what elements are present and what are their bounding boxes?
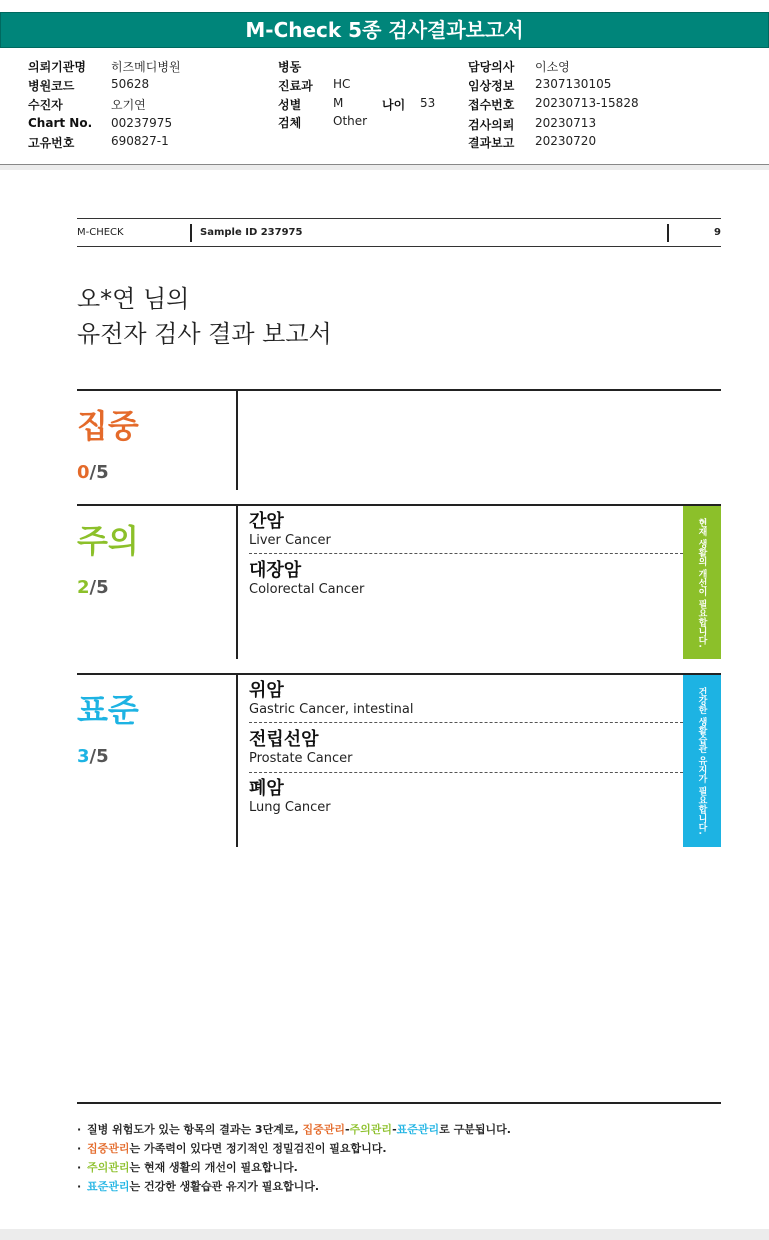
report-header-bar bbox=[77, 218, 721, 247]
disease-name-en: Liver Cancer bbox=[249, 533, 331, 548]
age-value: 53 bbox=[420, 96, 436, 110]
unique-id-label: 고유번호 bbox=[28, 136, 75, 150]
title-line-1: 오*연 님의 bbox=[77, 285, 190, 313]
item-divider bbox=[249, 553, 683, 554]
result-item bbox=[249, 729, 683, 767]
specimen-value: Other bbox=[333, 114, 368, 128]
hospital-code-label: 병원코드 bbox=[28, 79, 75, 93]
title-line-2: 유전자 검사 결과 보고서 bbox=[77, 320, 332, 348]
hospital-code-value: 50628 bbox=[111, 77, 150, 91]
category-score: 3/5 bbox=[77, 746, 109, 767]
ward-label: 병동 bbox=[278, 60, 302, 74]
disease-name-en: Prostate Cancer bbox=[249, 751, 353, 766]
caution-side-note: 현재 생활의 개선이 필요합니다. bbox=[683, 506, 721, 659]
header-separator bbox=[190, 224, 192, 242]
report-banner: M-Check 5종 검사결과보고서 bbox=[0, 12, 769, 48]
recipient-value: 오기연 bbox=[111, 98, 146, 112]
column-divider bbox=[236, 391, 238, 490]
category-standard bbox=[77, 673, 721, 847]
result-item bbox=[249, 680, 683, 718]
result-report-value: 20230720 bbox=[535, 134, 597, 148]
page-bottom-band bbox=[0, 1229, 769, 1240]
category-name: 표준 bbox=[77, 691, 139, 729]
clinical-info-value: 2307130105 bbox=[535, 77, 612, 91]
standard-side-note: 건강한 생활습관 유지가 필요합니다. bbox=[683, 675, 721, 847]
category-score: 2/5 bbox=[77, 577, 109, 598]
brand-label: M-CHECK bbox=[77, 227, 124, 238]
disease-name-ko: 대장암 bbox=[249, 560, 302, 581]
unique-id-value: 690827-1 bbox=[111, 134, 169, 148]
column-divider bbox=[236, 506, 238, 659]
section-divider bbox=[0, 165, 769, 170]
disease-name-ko: 간암 bbox=[249, 511, 284, 532]
hospital-label: 의뢰기관명 bbox=[28, 60, 86, 74]
disease-name-ko: 전립선암 bbox=[249, 729, 319, 750]
result-item bbox=[249, 511, 683, 549]
category-name: 주의 bbox=[77, 522, 139, 560]
category-intensive bbox=[77, 389, 721, 490]
age-label: 나이 bbox=[382, 98, 406, 112]
result-report-label: 결과보고 bbox=[468, 136, 515, 150]
sex-label: 성별 bbox=[278, 98, 302, 112]
header-separator bbox=[667, 224, 669, 242]
receipt-no-value: 20230713-15828 bbox=[535, 96, 639, 110]
clinical-info-label: 임상정보 bbox=[468, 79, 515, 93]
category-caution bbox=[77, 504, 721, 659]
hospital-value: 히즈메디병원 bbox=[111, 60, 181, 74]
test-request-value: 20230713 bbox=[535, 116, 597, 130]
page-number: 9 bbox=[714, 227, 721, 238]
result-item bbox=[249, 778, 683, 816]
chart-no-value: 00237975 bbox=[111, 116, 173, 130]
item-divider bbox=[249, 722, 683, 723]
receipt-no-label: 접수번호 bbox=[468, 98, 515, 112]
category-score: 0/5 bbox=[77, 462, 109, 483]
department-label: 진료과 bbox=[278, 79, 313, 93]
disease-name-ko: 위암 bbox=[249, 680, 284, 701]
specimen-label: 검체 bbox=[278, 116, 302, 130]
sample-id: Sample ID 237975 bbox=[200, 227, 303, 238]
disease-name-ko: 폐암 bbox=[249, 778, 284, 799]
footnotes bbox=[77, 1102, 721, 1196]
disease-name-en: Lung Cancer bbox=[249, 800, 331, 815]
footnote-3: · 주의관리는 현재 생활의 개선이 필요합니다. bbox=[77, 1161, 298, 1174]
test-request-label: 검사의뢰 bbox=[468, 118, 515, 132]
chart-no-label: Chart No. bbox=[28, 116, 93, 130]
patient-info bbox=[0, 55, 769, 165]
doctor-value: 이소영 bbox=[535, 60, 570, 74]
page-title bbox=[77, 282, 332, 352]
result-item bbox=[249, 560, 683, 598]
footnote-1: · 질병 위험도가 있는 항목의 결과는 3단계로, 집중관리-주의관리-표준관리로 구분됩니다. bbox=[77, 1123, 511, 1136]
recipient-label: 수진자 bbox=[28, 98, 63, 112]
footnote-4: · 표준관리는 건강한 생활습관 유지가 필요합니다. bbox=[77, 1180, 320, 1193]
item-divider bbox=[249, 772, 683, 773]
disease-name-en: Colorectal Cancer bbox=[249, 582, 365, 597]
column-divider bbox=[236, 675, 238, 847]
footnote-2: · 집중관리는 가족력이 있다면 정기적인 정밀검진이 필요합니다. bbox=[77, 1142, 387, 1155]
sex-value: M bbox=[333, 96, 344, 110]
doctor-label: 담당의사 bbox=[468, 60, 515, 74]
disease-name-en: Gastric Cancer, intestinal bbox=[249, 702, 414, 717]
department-value: HC bbox=[333, 77, 351, 91]
category-name: 집중 bbox=[77, 407, 139, 445]
